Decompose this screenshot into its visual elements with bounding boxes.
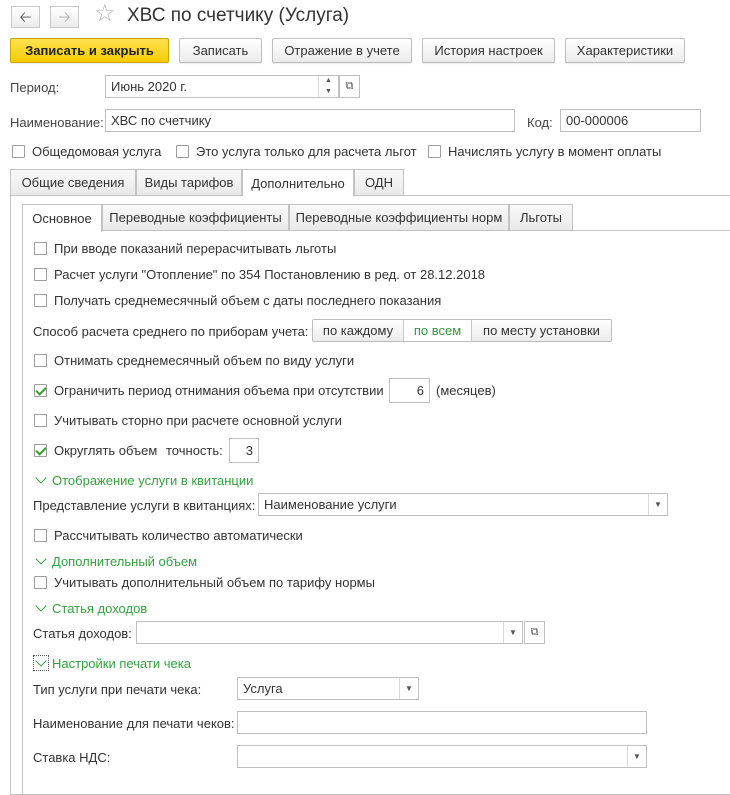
chevron-down-icon[interactable]: ▼ bbox=[627, 745, 646, 768]
limit-unit-label: (месяцев) bbox=[436, 383, 496, 398]
characteristics-button[interactable]: Характеристики bbox=[565, 38, 685, 63]
charge-on-payment-label: Начислять услугу в момент оплаты bbox=[448, 144, 662, 159]
group-receipt-header[interactable]: Отображение услуги в квитанции bbox=[52, 473, 254, 488]
tab-tariff-types[interactable]: Виды тарифов bbox=[136, 169, 242, 195]
storno-label: Учитывать сторно при расчете основной услуги bbox=[54, 413, 342, 428]
subtab-main[interactable]: Основное bbox=[22, 204, 102, 232]
chevron-down-icon[interactable]: ▼ bbox=[648, 493, 667, 516]
name-label: Наименование: bbox=[10, 115, 104, 130]
shared-service-checkbox[interactable] bbox=[12, 145, 25, 158]
page-title: ХВС по счетчику (Услуга) bbox=[127, 5, 350, 26]
group-income-header[interactable]: Статья доходов bbox=[52, 601, 148, 616]
round-volume-checkbox[interactable] bbox=[34, 444, 47, 457]
receipt-repr-value: Наименование услуги bbox=[264, 497, 397, 512]
accounting-button[interactable]: Отражение в учете bbox=[272, 38, 412, 63]
limit-months-value: 6 bbox=[416, 383, 424, 398]
limit-months-input[interactable] bbox=[389, 378, 430, 403]
extra-norm-label: Учитывать дополнительный объем по тарифу нормы bbox=[54, 575, 375, 590]
code-input[interactable] bbox=[560, 109, 701, 132]
avg-method-label: Способ расчета среднего по приборам учета: bbox=[33, 324, 309, 339]
spin-up-icon[interactable]: ▲ bbox=[325, 77, 332, 84]
arrow-right-icon: 🡢 bbox=[58, 8, 71, 26]
avg-from-last-checkbox[interactable] bbox=[34, 294, 47, 307]
subtab-benefits[interactable]: Льготы bbox=[509, 204, 573, 230]
avg-method-switch bbox=[312, 319, 612, 342]
income-open-button[interactable] bbox=[524, 621, 545, 644]
group-extra-header[interactable]: Дополнительный объем bbox=[52, 554, 198, 569]
receipt-repr-label: Представление услуги в квитанциях: bbox=[33, 498, 256, 513]
name-input[interactable] bbox=[105, 109, 515, 132]
auto-qty-label: Рассчитывать количество автоматически bbox=[54, 528, 303, 543]
avg-method-location[interactable]: по месту установки bbox=[472, 320, 611, 341]
avg-from-last-label: Получать среднемесячный объем с даты последнего показания bbox=[54, 293, 442, 308]
star-icon[interactable]: ☆ bbox=[94, 0, 116, 27]
tab-odn[interactable]: ОДН bbox=[354, 169, 404, 195]
subtract-avg-checkbox[interactable] bbox=[34, 354, 47, 367]
period-value: Июнь 2020 г. bbox=[111, 79, 187, 94]
code-label: Код: bbox=[527, 115, 553, 130]
tab-additional[interactable]: Дополнительно bbox=[242, 169, 354, 196]
heating-354-checkbox[interactable] bbox=[34, 268, 47, 281]
recalc-benefits-checkbox[interactable] bbox=[34, 242, 47, 255]
avg-method-all[interactable]: по всем bbox=[404, 320, 472, 341]
chevron-down-icon[interactable]: ▼ bbox=[399, 677, 418, 700]
subtract-avg-label: Отнимать среднемесячный объем по виду услуги bbox=[54, 353, 355, 368]
vat-select[interactable] bbox=[237, 745, 647, 768]
receipt-repr-select[interactable] bbox=[258, 493, 668, 516]
benefits-only-checkbox[interactable] bbox=[176, 145, 189, 158]
subtab-norm-coefficients[interactable]: Переводные коэффициенты норм bbox=[289, 204, 509, 230]
tab-general[interactable]: Общие сведения bbox=[10, 169, 136, 195]
print-type-label: Тип услуги при печати чека: bbox=[33, 682, 202, 697]
recalc-benefits-label: При вводе показаний перерасчитывать льготы bbox=[54, 241, 337, 256]
auto-qty-checkbox[interactable] bbox=[34, 529, 47, 542]
precision-value: 3 bbox=[245, 443, 253, 458]
subtab-conversion-coefficients[interactable]: Переводные коэффициенты bbox=[102, 204, 289, 230]
settings-history-button[interactable]: История настроек bbox=[422, 38, 555, 63]
extra-norm-checkbox[interactable] bbox=[34, 576, 47, 589]
benefits-only-label: Это услуга только для расчета льгот bbox=[196, 144, 417, 159]
group-print-header[interactable]: Настройки печати чека bbox=[52, 656, 191, 671]
save-button[interactable]: Записать bbox=[179, 38, 262, 63]
avg-method-each[interactable]: по каждому bbox=[313, 320, 404, 341]
arrow-left-icon: 🡠 bbox=[19, 8, 32, 26]
income-label: Статья доходов: bbox=[33, 626, 132, 641]
open-form-icon: ⧉ bbox=[345, 80, 354, 92]
precision-label: точность: bbox=[166, 443, 223, 458]
print-type-select[interactable] bbox=[237, 677, 419, 700]
income-select[interactable] bbox=[136, 621, 523, 644]
print-name-label: Наименование для печати чеков: bbox=[33, 716, 235, 731]
limit-period-checkbox[interactable] bbox=[34, 384, 47, 397]
limit-period-label: Ограничить период отнимания объема при отсутствии bbox=[54, 383, 384, 398]
period-input[interactable] bbox=[105, 75, 339, 98]
vat-label: Ставка НДС: bbox=[33, 750, 111, 765]
charge-on-payment-checkbox[interactable] bbox=[428, 145, 441, 158]
period-label: Период: bbox=[10, 80, 60, 95]
chevron-down-icon[interactable]: ▼ bbox=[503, 621, 522, 644]
storno-checkbox[interactable] bbox=[34, 414, 47, 427]
open-form-icon: ⧉ bbox=[530, 626, 539, 638]
round-volume-label: Округлять объем bbox=[54, 443, 158, 458]
period-open-button[interactable] bbox=[339, 75, 360, 98]
precision-input[interactable] bbox=[229, 438, 259, 463]
forward-button[interactable] bbox=[50, 6, 79, 28]
print-type-value: Услуга bbox=[243, 681, 283, 696]
back-button[interactable] bbox=[11, 6, 40, 28]
code-value: 00-000006 bbox=[566, 113, 629, 128]
save-and-close-button[interactable]: Записать и закрыть bbox=[10, 38, 169, 63]
spin-down-icon[interactable]: ▼ bbox=[325, 88, 332, 95]
name-value: ХВС по счетчику bbox=[111, 113, 212, 128]
print-name-input[interactable] bbox=[237, 711, 647, 734]
shared-service-label: Общедомовая услуга bbox=[32, 144, 162, 159]
period-spinner[interactable] bbox=[318, 75, 338, 98]
heating-354-label: Расчет услуги "Отопление" по 354 Постановлению в ред. от 28.12.2018 bbox=[54, 267, 486, 282]
